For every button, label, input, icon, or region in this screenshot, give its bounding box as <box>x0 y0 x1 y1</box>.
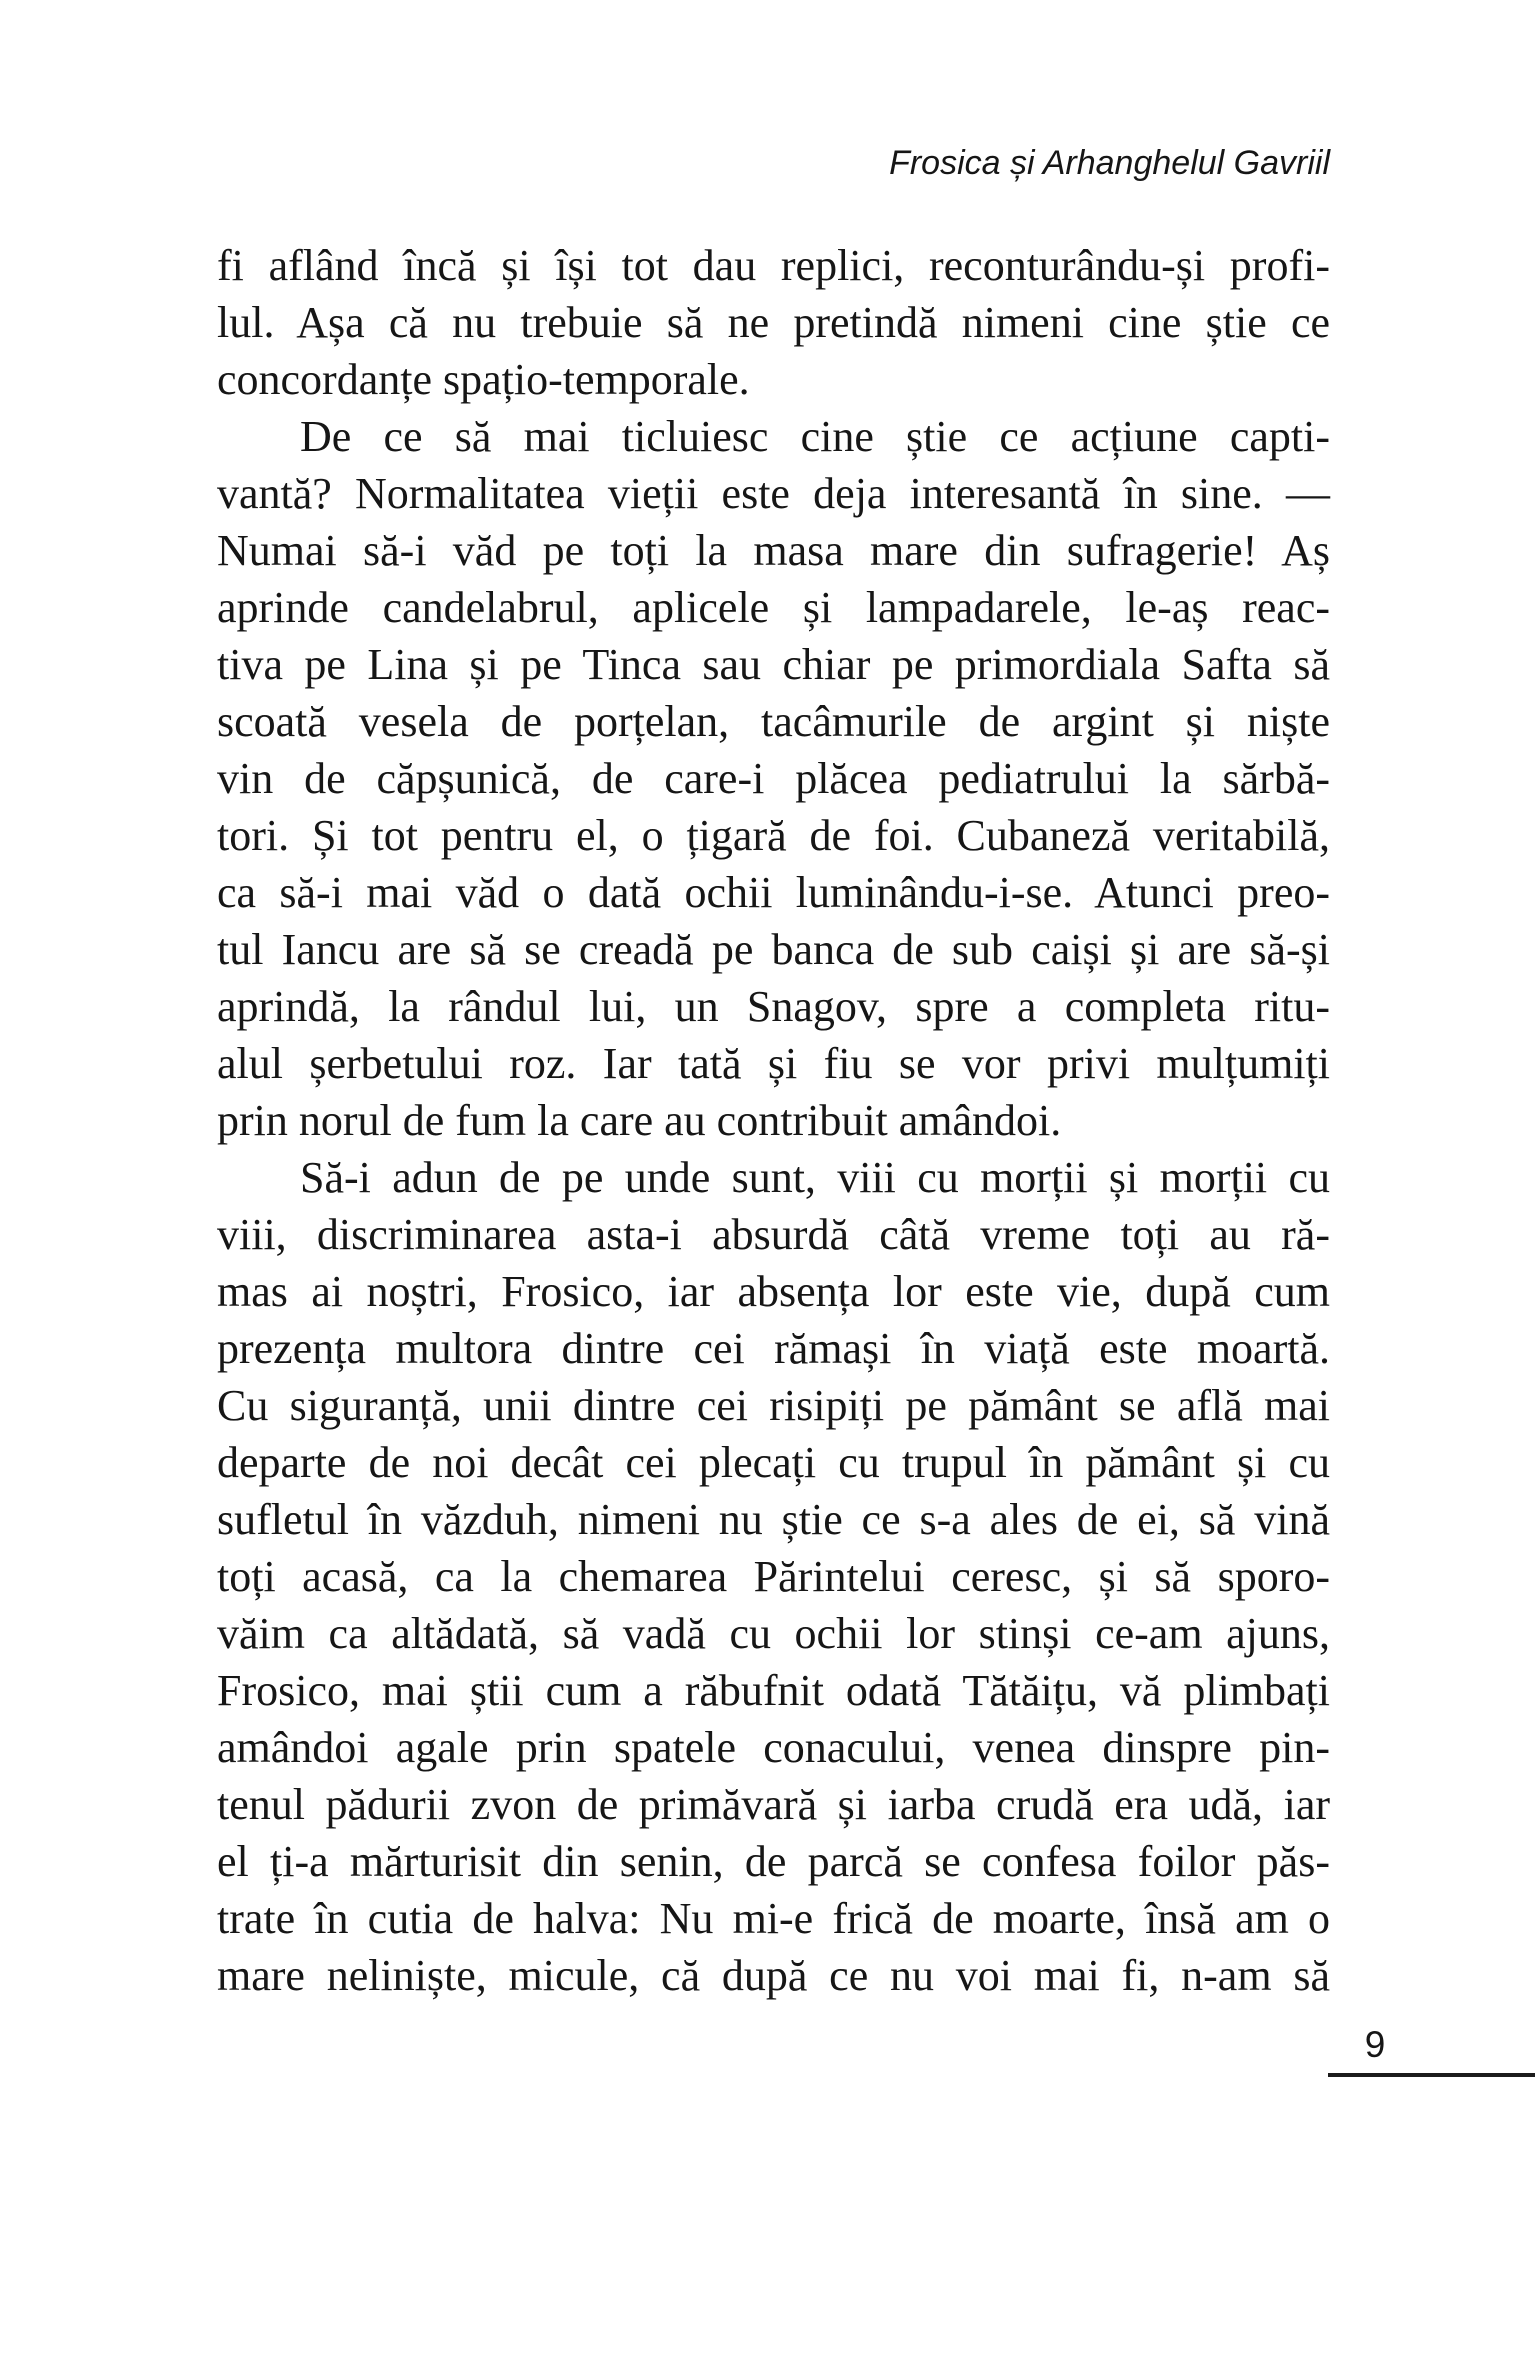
text-line: scoată vesela de porțelan, tacâmurile de argint și niște <box>217 697 1330 746</box>
text-line: prezența multora dintre cei rămași în viață este moartă. <box>217 1324 1330 1373</box>
page-number: 9 <box>1364 2024 1386 2065</box>
text-line: tenul pădurii zvon de primăvară și iarba crudă era udă, iar <box>217 1780 1330 1829</box>
text-line paragraph-end: concordanțe spațio-temporale. <box>217 355 750 404</box>
text-line: alul șerbetului roz. Iar tată și fiu se vor privi mulțumiți <box>217 1039 1330 1088</box>
text-line: el ți-a mărturisit din senin, de parcă se confesa foilor păs- <box>217 1837 1330 1886</box>
text-line: aprindă, la rândul lui, un Snagov, spre a completa ritu- <box>217 982 1330 1031</box>
text-line: sufletul în văzduh, nimeni nu știe ce s-a ales de ei, să vină <box>217 1495 1330 1544</box>
text-line: viii, discriminarea asta-i absurdă câtă vreme toți au ră- <box>217 1210 1330 1259</box>
text-line: vin de căpșunică, de care-i plăcea pediatrului la sărbă- <box>217 754 1330 803</box>
text-line: Cu siguranță, unii dintre cei risipiți pe pământ se află mai <box>217 1381 1330 1430</box>
body-text-block <box>217 237 1330 2004</box>
text-line: tiva pe Lina și pe Tinca sau chiar pe primordiala Safta să <box>217 640 1330 689</box>
text-line: toți acasă, ca la chemarea Părintelui ceresc, și să sporo- <box>217 1552 1330 1601</box>
text-line paragraph-start: De ce să mai ticluiesc cine știe ce acțiune capti- <box>300 412 1330 461</box>
text-line: amândoi agale prin spatele conacului, venea dinspre pin- <box>217 1723 1330 1772</box>
text-line: mas ai noștri, Frosico, iar absența lor este vie, după cum <box>217 1267 1330 1316</box>
text-line: văim ca altădată, să vadă cu ochii lor stinși ce-am ajuns, <box>217 1609 1330 1658</box>
text-line: fi aflând încă și își tot dau replici, reconturându-și profi- <box>217 241 1330 290</box>
text-line: departe de noi decât cei plecați cu trupul în pământ și cu <box>217 1438 1330 1487</box>
text-line: aprinde candelabrul, aplicele și lampadarele, le-aș reac- <box>217 583 1330 632</box>
footer-rule <box>1328 2073 1535 2077</box>
running-header-title: Frosica și Arhanghelul Gavriil <box>889 144 1330 182</box>
text-line: vantă? Normalitatea vieții este deja interesantă în sine. — <box>217 469 1330 518</box>
text-line: tori. Și tot pentru el, o țigară de foi. Cubaneză veritabilă, <box>217 811 1330 860</box>
text-line paragraph-start: Să-i adun de pe unde sunt, viii cu morții și morții cu <box>300 1153 1330 1202</box>
text-line: tul Iancu are să se creadă pe banca de sub caiși și are să-și <box>217 925 1330 974</box>
text-line paragraph-end: prin norul de fum la care au contribuit amândoi. <box>217 1096 1062 1145</box>
text-line: trate în cutia de halva: Nu mi-e frică de moarte, însă am o <box>217 1894 1330 1943</box>
text-line: lul. Așa că nu trebuie să ne pretindă nimeni cine știe ce <box>217 298 1330 347</box>
text-line: Frosico, mai știi cum a răbufnit odată Tătăițu, vă plimbați <box>217 1666 1330 1715</box>
text-line: Numai să-i văd pe toți la masa mare din sufragerie! Aș <box>217 526 1330 575</box>
text-line: ca să-i mai văd o dată ochii luminându-i-se. Atunci preo- <box>217 868 1330 917</box>
text-line: mare neliniște, micule, că după ce nu voi mai fi, n-am să <box>217 1951 1330 2000</box>
